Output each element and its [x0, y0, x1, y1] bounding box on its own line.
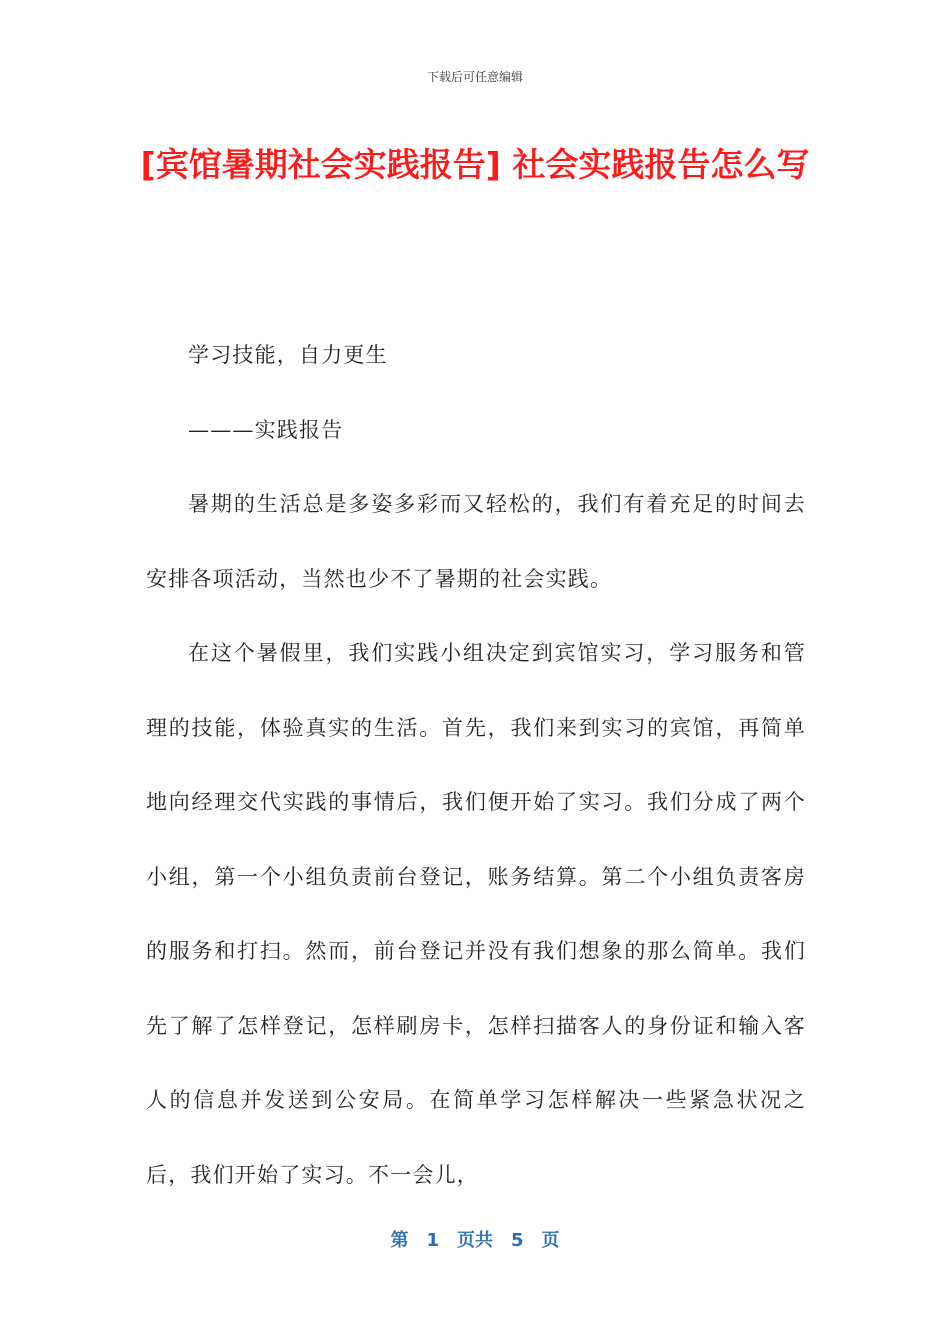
paragraph-main: 在这个暑假里，我们实践小组决定到宾馆实习，学习服务和管理的技能，体验真实的生活。首先，我们来到实习的宾馆，再简单地向经理交代实践的事情后，我们便开始了实习。我们分成了两个小组，第一个小组负责前台登记，账务结算。第二个小组负责客房的服务和打扫。然而，前台登记并没有我们想象的那么简单。我们先了解了怎样登记，怎样刷房卡，怎样扫描客人的身份证和输入客人的信息并发送到公安局。在简单学习怎样解决一些紧急状况之后，我们开始了实习。不一会儿， [146, 641, 806, 1187]
paragraph-byline: ———实践报告 [188, 417, 344, 442]
paragraph-intro: 暑期的生活总是多姿多彩而又轻松的，我们有着充足的时间去安排各项活动，当然也少不了暑期的社会实践。 [146, 492, 806, 591]
footer-total-pages: 5 [511, 1230, 524, 1251]
header-note: 下载后可任意编辑 [426, 70, 523, 84]
footer-current-page: 1 [426, 1230, 439, 1251]
paragraph-subtitle: 学习技能，自力更生 [188, 343, 388, 367]
document-title: [宾馆暑期社会实践报告] 社会实践报告怎么写 [140, 145, 810, 184]
footer-middle: 页共 [457, 1230, 493, 1251]
document-body [146, 318, 806, 1212]
page-footer [0, 1226, 950, 1252]
footer-prefix: 第 [390, 1230, 409, 1251]
footer-suffix: 页 [541, 1230, 560, 1251]
